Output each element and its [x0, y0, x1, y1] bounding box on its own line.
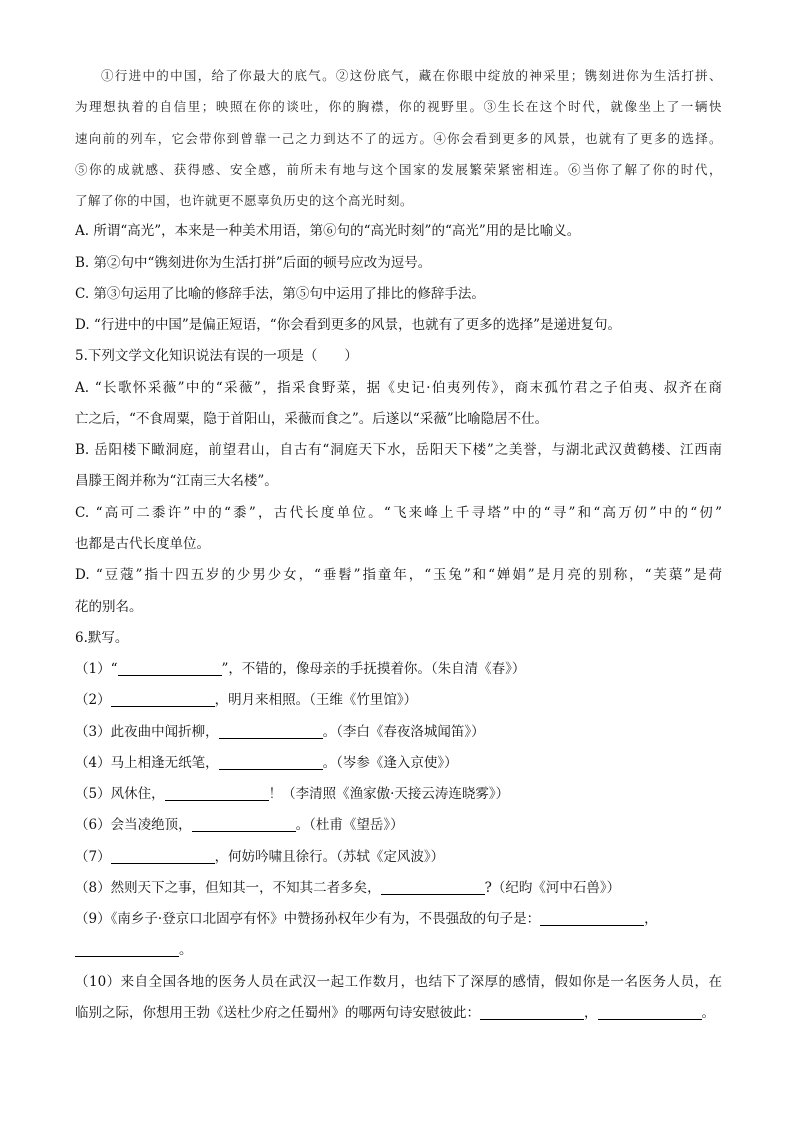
option-line: D. “豆蔻”指十四五岁的少男少女，“垂髫”指童年，“玉兔”和“婵娟”是月亮的别称，“芙蕖”是荷 [75, 567, 722, 584]
passage-line: ①行进中的中国，给了你最大的底气。②这份底气，藏在你眼中绽放的神采里；镌刻进你为生活打拼、 [101, 68, 722, 83]
dictation-item-10 [75, 967, 722, 1030]
dictation-item-8 [75, 873, 722, 904]
item-text: （8）然则天下之事，但知其一，不知其二者多矣， [75, 879, 381, 896]
item-text: ， [584, 1004, 598, 1021]
passage-line: 了解了你的中国，也许就更不愿辜负历史的这个高光时刻。 [75, 193, 414, 209]
item-text: 。（李白《春夜洛城闻笛》） [322, 723, 485, 740]
item-text: ?（纪昀《河中石兽》） [484, 879, 621, 896]
item-text: 。（杜甫《望岳》） [295, 817, 404, 834]
item-text: （6）会当凌绝顶， [75, 817, 192, 834]
item-text: ，明月来相照。（王维《竹里馆》） [214, 692, 418, 709]
item-text: 。 [179, 942, 193, 959]
item-text: （2） [75, 692, 111, 709]
item-text: （4）马上相逢无纸笔， [75, 754, 219, 771]
answer-blank [165, 788, 269, 801]
answer-blank [219, 726, 323, 739]
answer-blank [111, 694, 215, 707]
passage-line: 速向前的列车，它会带你到曾靠一己之力到达不了的远方。④你会看到更多的风景，也就有了更多的选择。 [75, 130, 722, 146]
answer-blank [219, 757, 323, 770]
option-b: B. 第②句中“镌刻进你为生活打拼”后面的顿号应改为逗号。 [75, 254, 432, 271]
item-text: （7） [75, 848, 111, 865]
item-line [75, 904, 722, 935]
answer-blank [192, 819, 296, 832]
option-c: C. 第③句运用了比喻的修辞手法，第⑤句中运用了排比的修辞手法。 [75, 285, 485, 302]
item-text: 临别之际，你想用王勃《送杜少府之任蜀州》的哪两句诗安慰彼此： [75, 1004, 480, 1021]
answer-blank [118, 663, 222, 676]
answer-blank [111, 851, 215, 864]
dictation-item-5 [75, 779, 722, 810]
answer-blank [598, 1007, 702, 1020]
item-text: ，何妨吟啸且徐行。（苏轼《定风波》） [214, 848, 445, 865]
item-line [75, 935, 722, 966]
option-c [75, 498, 722, 561]
reading-passage [75, 60, 722, 216]
option-line: 花的别名。 [75, 598, 143, 615]
option-b [75, 435, 722, 498]
document-body [75, 60, 722, 1029]
answer-blank [381, 882, 485, 895]
item-line: （10）来自全国各地的医务人员在武汉一起工作数月，也结下了深厚的感情，假如你是一名医务人员，在 [75, 973, 722, 990]
item-text: ”，不错的，像母亲的手抚摸着你。（朱自清《春》） [221, 661, 526, 678]
option-line: 昌滕王阁并称为“江南三大名楼”。 [75, 473, 278, 490]
dictation-item-7 [75, 842, 722, 873]
item-text: （1）“ [75, 661, 118, 678]
answer-blank [75, 944, 179, 957]
item-text: 。 [701, 1004, 715, 1021]
question-stem: 5.下列文学文化知识说法有误的一项是（ ） [75, 348, 358, 365]
option-d: D. “行进中的中国”是偏正短语，“你会看到更多的风景，也就有了更多的选择”是递进复句。 [75, 317, 622, 334]
option-line: 亡之后，“不食周粟，隐于首阳山，采薇而食之”。后遂以“采薇”比喻隐居不仕。 [75, 410, 549, 427]
dictation-item-4 [75, 748, 722, 779]
option-a [75, 373, 722, 436]
answer-blank [480, 1007, 584, 1020]
dictation-item-1 [75, 654, 722, 685]
question-4-options [75, 216, 722, 341]
dictation-item-6 [75, 810, 722, 841]
option-line: 也都是古代长度单位。 [75, 535, 210, 552]
option-line: A. “长歌怀采薇”中的“采薇”，指采食野菜，据《史记·伯夷列传》，商末孤竹君之子伯夷、叔齐在商 [75, 379, 722, 396]
dictation-item-2 [75, 685, 722, 716]
item-text: （9）《南乡子·登京口北固亭有怀》中赞扬孙权年少有为，不畏强敌的句子是： [75, 911, 541, 928]
option-line: C. “高可二黍许”中的“黍”，古代长度单位。“飞来峰上千寻塔”中的“寻”和“高万仞”中的“仞” [75, 504, 722, 521]
item-text: ， [644, 911, 658, 928]
option-d [75, 560, 722, 623]
question-6 [75, 623, 722, 1029]
option-line: B. 岳阳楼下瞰洞庭，前望君山，自古有“洞庭天下水，岳阳天下楼”之美誉，与湖北武汉黄鹤楼、江西南 [75, 442, 722, 459]
item-text: ！（李清照《渔家傲·天接云涛连晓雾》） [268, 786, 510, 803]
passage-line: 为理想执着的自信里；映照在你的谈吐，你的胸襟，你的视野里。③生长在这个时代，就像坐上了一辆快 [75, 99, 722, 115]
answer-blank [540, 913, 644, 926]
dictation-item-3 [75, 717, 722, 748]
item-line [75, 998, 722, 1029]
question-5 [75, 341, 722, 622]
item-text: （5）风休住， [75, 786, 165, 803]
dictation-item-9 [75, 904, 722, 967]
question-stem: 6.默写。 [75, 629, 129, 646]
item-text: （3）此夜曲中闻折柳， [75, 723, 219, 740]
item-text: 。（岑参《逢入京使》） [322, 754, 458, 771]
option-a: A. 所谓“高光”，本来是一种美术用语，第⑥句的“高光时刻”的“高光”用的是比喻义。 [75, 223, 581, 240]
passage-line: ⑤你的成就感、获得感、安全感，前所未有地与这个国家的发展繁荣紧密相连。⑥当你了解了你的时代， [75, 161, 722, 177]
